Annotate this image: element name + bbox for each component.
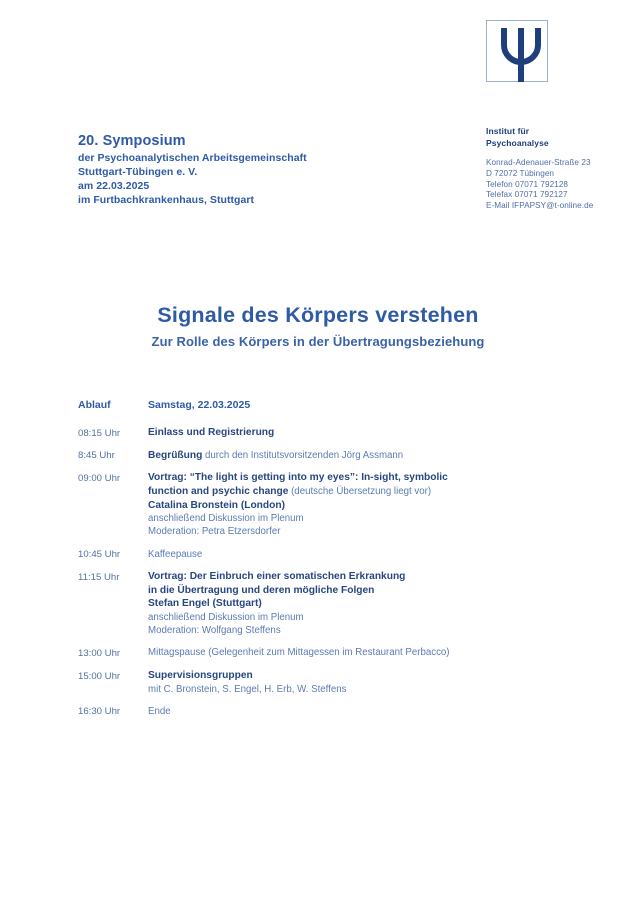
institute-logo-block — [486, 20, 626, 212]
institute-address — [486, 158, 626, 212]
schedule-entry — [148, 548, 558, 562]
schedule-header-row — [78, 399, 558, 411]
organizer-details — [78, 151, 458, 207]
schedule-entry — [148, 449, 558, 463]
institute-name-line2: Psychoanalyse — [486, 137, 549, 148]
organizer-block — [78, 133, 458, 207]
address-city: D 72072 Tübingen — [486, 168, 555, 178]
schedule-time: 15:00 Uhr — [78, 670, 121, 682]
page-title: Signale des Körpers verstehen — [157, 303, 479, 327]
schedule-entry — [148, 646, 558, 660]
schedule-time: 10:45 Uhr — [78, 549, 121, 561]
entry-speaker: Catalina Bronstein (London) — [148, 499, 285, 511]
entry-supervisors: mit C. Bronstein, S. Engel, H. Erb, W. Steffens — [148, 683, 347, 695]
entry-detail: durch den Institutsvorsitzenden Jörg Assmann — [202, 449, 404, 461]
logo-frame — [486, 20, 548, 82]
entry-title-cont: function and psychic change — [148, 486, 289, 497]
entry-detail: Ende — [148, 705, 171, 717]
schedule-header-date: Samstag, 22.03.2025 — [148, 399, 251, 411]
entry-note: (deutsche Übersetzung liegt vor) — [288, 486, 432, 497]
organizer-line-1: der Psychoanalytischen Arbeitsgemeinschaft — [78, 152, 307, 164]
entry-moderation: Moderation: Wolfgang Steffens — [148, 625, 281, 637]
schedule-row — [78, 548, 558, 562]
schedule-entry — [148, 426, 558, 440]
entry-title: Vortrag: “The light is getting into my eyes”: In-sight, symbolic — [148, 472, 448, 484]
schedule-row — [78, 449, 558, 463]
schedule-entry — [148, 471, 558, 538]
schedule-row — [78, 646, 558, 660]
entry-title: Einlass und Registrierung — [148, 427, 275, 438]
schedule-time: 11:15 Uhr — [78, 571, 120, 583]
schedule-row — [78, 705, 558, 719]
entry-moderation: Moderation: Petra Etzersdorfer — [148, 526, 281, 538]
address-fax: Telefax 07071 792127 — [486, 190, 568, 200]
organizer-line-4: im Furtbachkrankenhaus, Stuttgart — [78, 194, 255, 206]
schedule-entry — [148, 570, 558, 637]
entry-speaker: Stefan Engel (Stuttgart) — [148, 598, 262, 610]
schedule-row — [78, 669, 558, 696]
entry-title-cont: in die Übertragung und deren mögliche Folgen — [148, 584, 375, 596]
schedule-time: 8:45 Uhr — [78, 450, 115, 462]
institute-name-line1: Institut für — [486, 126, 530, 136]
organizer-line-3: am 22.03.2025 — [78, 180, 150, 192]
schedule-time: 16:30 Uhr — [78, 706, 121, 718]
entry-title: Supervisionsgruppen — [148, 670, 253, 682]
address-phone: Telefon 07071 792128 — [486, 179, 569, 189]
entry-detail: Mittagspause (Gelegenheit zum Mittagessen im Restaurant Perbacco) — [148, 647, 450, 659]
schedule-time: 08:15 Uhr — [78, 427, 121, 439]
schedule-time: 09:00 Uhr — [78, 472, 121, 484]
page-subtitle: Zur Rolle des Körpers in der Übertragungsbeziehung — [151, 334, 485, 349]
entry-discussion: anschließend Diskussion im Plenum — [148, 513, 304, 525]
entry-title: Begrüßung — [148, 449, 203, 461]
entry-title: Vortrag: Der Einbruch einer somatischen Erkrankung — [148, 571, 406, 583]
schedule-row — [78, 570, 558, 637]
address-email: E-Mail IFPAPSY@t-online.de — [486, 201, 594, 211]
schedule-row — [78, 426, 558, 440]
schedule-entry — [148, 705, 558, 719]
symposium-title: 20. Symposium — [78, 133, 186, 149]
schedule-row — [78, 471, 558, 538]
address-street: Konrad-Adenauer-Straße 23 — [486, 158, 591, 167]
institute-name — [486, 126, 626, 149]
organizer-line-2: Stuttgart-Tübingen e. V. — [78, 166, 198, 178]
schedule-section — [78, 399, 558, 728]
schedule-entry — [148, 669, 558, 696]
schedule-time: 13:00 Uhr — [78, 647, 121, 659]
entry-detail: Kaffeepause — [148, 548, 203, 560]
entry-discussion: anschließend Diskussion im Plenum — [148, 612, 304, 624]
schedule-header-label: Ablauf — [78, 399, 111, 411]
